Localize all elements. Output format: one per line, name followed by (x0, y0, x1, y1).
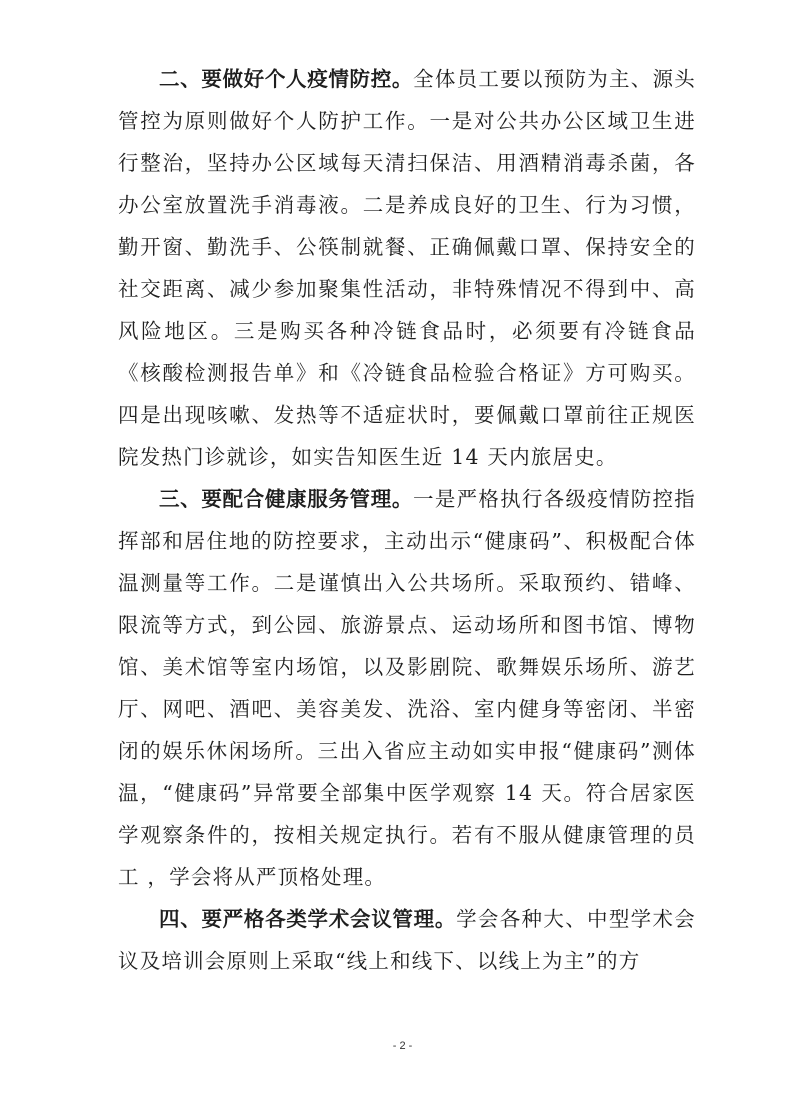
page-number: - 2 - (392, 1040, 413, 1052)
section-heading: 四、要严格各类学术会议管理。 (159, 907, 457, 931)
paragraph-health-management (118, 478, 696, 898)
section-heading: 二、要做好个人疫情防控。 (159, 67, 414, 91)
section-heading: 三、要配合健康服务管理。 (159, 487, 414, 511)
paragraph-academic-meetings (118, 898, 696, 982)
paragraph-text: 一是严格执行各级疫情防控指挥部和居住地的防控要求，主动出示“健康码”、积极配合体温测量等工作。二是谨慎出入公共场所。采取预约、错峰、限流等方式，到公园、旅游景点、运动场所和图书馆、博物馆、美术馆等室内场馆，以及影剧院、歌舞娱乐场所、游艺厅、网吧、酒吧、美容美发、洗浴、室内健身等密闭、半密闭的娱乐休闲场所。三出入省应主动如实申报“健康码”测体温，“健康码”异常要全部集中医学观察 14 天。符合居家医学观察条件的，按相关规定执行。若有不服从健康管理的员工 ，学会将从严顶格处理。 (118, 487, 696, 889)
paragraph-text: 学会各种大、中型学术会议及培训会原则上采取“线上和线下、以线上为主”的方 (118, 907, 696, 973)
document-body (118, 58, 696, 982)
paragraph-personal-prevention (118, 58, 696, 478)
paragraph-text: 全体员工要以预防为主、源头管控为原则做好个人防护工作。一是对公共办公区域卫生进行整治，坚持办公区域每天清扫保洁、用酒精消毒杀菌，各办公室放置洗手消毒液。二是养成良好的卫生、行为习惯，勤开窗、勤洗手、公筷制就餐、正确佩戴口罩、保持安全的社交距离、减少参加聚集性活动，非特殊情况不得到中、高风险地区。三是购买各种冷链食品时，必须要有冷链食品《核酸检测报告单》和《冷链食品检验合格证》方可购买。四是出现咳嗽、发热等不适症状时，要佩戴口罩前往正规医院发热门诊就诊，如实告知医生近 14 天内旅居史。 (118, 67, 696, 469)
